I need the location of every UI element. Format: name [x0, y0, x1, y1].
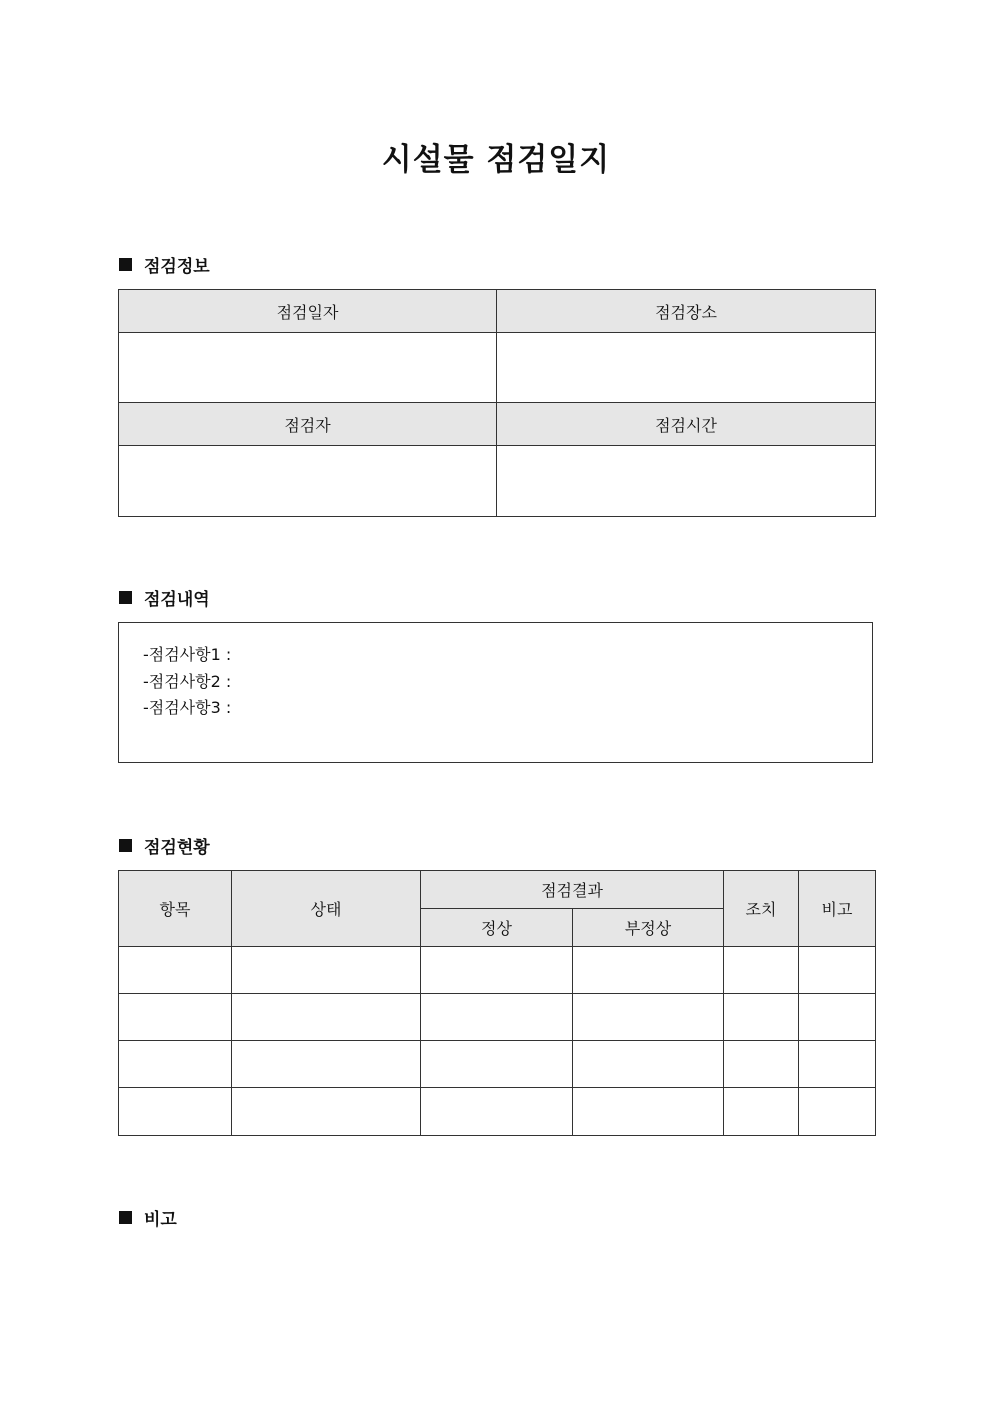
- normal-cell[interactable]: [421, 1088, 573, 1136]
- table-row: [119, 994, 876, 1041]
- section-heading-label: 점검현황: [144, 837, 210, 858]
- square-bullet-icon: [119, 591, 132, 604]
- inspection-status-table: [118, 870, 876, 1136]
- square-bullet-icon: [119, 839, 132, 852]
- square-bullet-icon: [119, 258, 132, 271]
- header-normal: 정상: [421, 909, 573, 947]
- table-row: [119, 1041, 876, 1088]
- header-inspection-time: 점검시간: [497, 403, 876, 446]
- section-heading-label: 비고: [144, 1209, 177, 1230]
- header-inspection-place: 점검장소: [497, 290, 876, 333]
- inspection-info-table: [118, 289, 876, 517]
- normal-cell[interactable]: [421, 1041, 573, 1088]
- abnormal-cell[interactable]: [573, 947, 724, 994]
- item-cell[interactable]: [119, 1041, 232, 1088]
- section-heading-info: [119, 253, 210, 275]
- remark-cell[interactable]: [799, 994, 876, 1041]
- state-cell[interactable]: [232, 947, 421, 994]
- normal-cell[interactable]: [421, 947, 573, 994]
- item-cell[interactable]: [119, 1088, 232, 1136]
- action-cell[interactable]: [724, 994, 799, 1041]
- inspection-date-field[interactable]: [119, 333, 497, 403]
- section-heading-label: 점검정보: [144, 256, 210, 277]
- state-cell[interactable]: [232, 994, 421, 1041]
- item-cell[interactable]: [119, 947, 232, 994]
- detail-line: -점검사항3 :: [143, 698, 232, 717]
- header-item: 항목: [119, 871, 232, 947]
- table-row: [119, 1088, 876, 1136]
- inspection-time-field[interactable]: [497, 446, 876, 517]
- inspection-place-field[interactable]: [497, 333, 876, 403]
- header-inspector: 점검자: [119, 403, 497, 446]
- remark-cell[interactable]: [799, 1041, 876, 1088]
- state-cell[interactable]: [232, 1088, 421, 1136]
- inspection-details-box[interactable]: [118, 622, 873, 763]
- normal-cell[interactable]: [421, 994, 573, 1041]
- page-title: 시설물 점검일지: [381, 142, 611, 178]
- state-cell[interactable]: [232, 1041, 421, 1088]
- header-abnormal: 부정상: [573, 909, 724, 947]
- detail-line: -점검사항2 :: [143, 671, 232, 691]
- abnormal-cell[interactable]: [573, 1088, 724, 1136]
- action-cell[interactable]: [724, 947, 799, 994]
- abnormal-cell[interactable]: [573, 994, 724, 1041]
- section-heading-status: [119, 834, 210, 856]
- header-result: 점검결과: [421, 871, 724, 909]
- section-heading-remarks: [119, 1206, 177, 1228]
- square-bullet-icon: [119, 1211, 132, 1224]
- table-row: [119, 947, 876, 994]
- header-action: 조치: [724, 871, 799, 947]
- section-heading-label: 점검내역: [144, 589, 210, 610]
- action-cell[interactable]: [724, 1041, 799, 1088]
- header-inspection-date: 점검일자: [119, 290, 497, 333]
- header-state: 상태: [232, 871, 421, 947]
- item-cell[interactable]: [119, 994, 232, 1041]
- inspector-field[interactable]: [119, 446, 497, 517]
- action-cell[interactable]: [724, 1088, 799, 1136]
- detail-line: -점검사항1 :: [143, 645, 232, 664]
- remark-cell[interactable]: [799, 1088, 876, 1136]
- header-remark: 비고: [799, 871, 876, 947]
- remark-cell[interactable]: [799, 947, 876, 994]
- abnormal-cell[interactable]: [573, 1041, 724, 1088]
- section-heading-details: [119, 586, 210, 608]
